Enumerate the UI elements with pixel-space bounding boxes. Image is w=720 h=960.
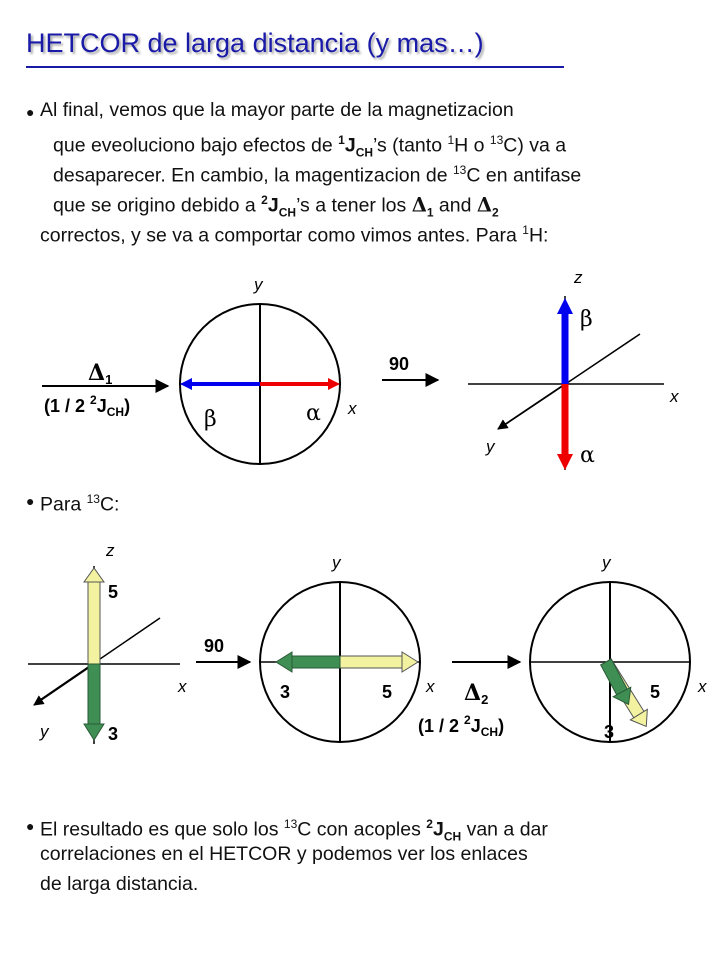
c-3d-x-label: x (178, 677, 187, 696)
pulse-90-group-2 (196, 636, 250, 662)
delta1-delay-label: (1 / 2 $^2J_{CH}$) (44, 393, 131, 419)
c-yellow-x-vector-head (402, 652, 418, 672)
h-circle-diagram (180, 275, 357, 464)
para-13c: Para $^{13}$C: (40, 492, 120, 516)
c-3d-z-label: z (106, 541, 115, 560)
c-circle-2-y-label: y (602, 553, 611, 572)
c-green-rotated-vector (601, 659, 628, 695)
pulse-90-label-2: 90 (204, 636, 225, 656)
c-circle-diagram-1 (260, 553, 435, 742)
c-circle-diagram-2 (530, 553, 707, 742)
h-3d-x-label: x (670, 387, 679, 406)
bullet-intro: ● (26, 104, 35, 120)
beta-z-vector-head (557, 298, 573, 314)
intro-line-3: desaparecer. En cambio, la magentizacion de $^{13}$C en antifase (53, 163, 582, 187)
alpha-label: α (306, 401, 321, 426)
pulse-90-group-1 (382, 354, 438, 380)
c-yellow-z-vector (88, 580, 100, 664)
c-3d-y-axis-arrow (34, 664, 94, 705)
intro-line-2: que eveoluciono bajo efectos de $^1J_{CH}’s$ (tanto $^1$H o $^{13}$C) va a (53, 133, 567, 160)
bullet-13c: ● (26, 493, 35, 509)
h-circle-y-label: y (254, 275, 263, 294)
c-yellow-x-vector (340, 656, 404, 668)
result-line-2: correlaciones en el HETCOR y podemos ver los enlaces (40, 843, 528, 865)
c-green-x-vector-head (276, 652, 292, 672)
beta-z-label: β (580, 307, 593, 332)
alpha-vector-head (328, 378, 340, 390)
h-3d-z-label: z (574, 268, 583, 287)
page-title: HETCOR de larga distancia (y mas…) (26, 28, 484, 58)
h-circle-x-label: x (348, 399, 357, 418)
c-3d-diagram (28, 541, 187, 744)
h-3d-y-label: y (486, 437, 495, 456)
delta2-symbol: Δ2 (464, 680, 489, 707)
alpha-z-label: α (580, 443, 595, 468)
c-yellow-z-value: 5 (108, 582, 119, 602)
c-green-z-vector (88, 664, 100, 726)
c-green-x-vector (290, 656, 340, 668)
c-circle-2-three: 3 (604, 722, 615, 742)
h-3d-y-axis-arrow (498, 384, 565, 429)
beta-label: β (204, 407, 217, 432)
intro-line-4: que se origino debido a $^2J_{CH}’s$ a tener los $\Delta_1$ and $\Delta_2$ (53, 193, 499, 220)
beta-vector-head (180, 378, 192, 390)
bullet-result: ● (26, 818, 35, 834)
c-circle-1-three: 3 (280, 682, 291, 702)
result-line-3: de larga distancia. (40, 873, 199, 895)
intro-line-5: correctos, y se va a comportar como vimos antes. Para $^1$H: (40, 223, 549, 247)
c-green-z-vector-head (84, 724, 104, 740)
alpha-z-vector-head (557, 454, 573, 470)
delta2-arrow-group (418, 662, 520, 739)
c-circle-1-five: 5 (382, 682, 393, 702)
c-circle-2-five: 5 (650, 682, 661, 702)
c-green-z-value: 3 (108, 724, 119, 744)
delta1-symbol: Δ1 (88, 360, 113, 387)
delta2-delay-label: (1 / 2 $^2J_{CH}$) (418, 713, 505, 739)
intro-line-1: Al final, vemos que la mayor parte de la magnetizacion (40, 99, 514, 121)
c-3d-y-label: y (40, 722, 49, 741)
pulse-90-label-1: 90 (389, 354, 410, 374)
h-3d-diagram (468, 268, 679, 470)
result-line-1: El resultado es que solo los $^{13}$C con acoples $^2J_{CH}$ van a dar (40, 817, 548, 844)
c-yellow-z-vector-head (84, 568, 104, 582)
delta1-arrow-group (42, 360, 168, 419)
c-circle-1-y-label: y (332, 553, 341, 572)
c-circle-1-x-label: x (426, 677, 435, 696)
c-circle-2-x-label: x (698, 677, 707, 696)
